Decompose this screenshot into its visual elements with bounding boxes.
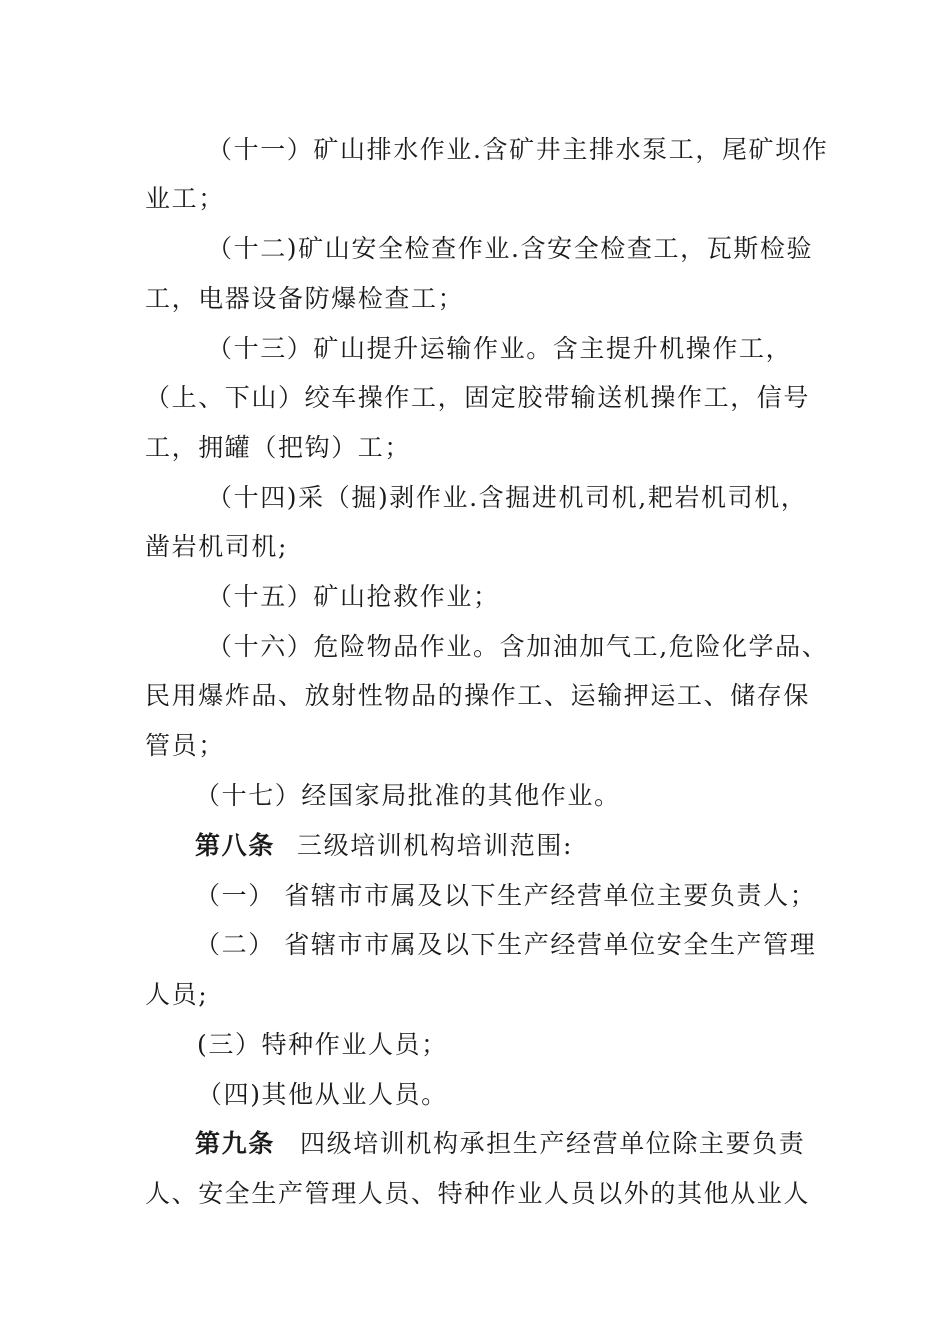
paragraph-line: 业工； — [145, 184, 225, 213]
paragraph-line: 人员; — [145, 980, 209, 1009]
paragraph-line: 工，拥罐（把钩）工； — [145, 433, 412, 462]
paragraph-line: 人、安全生产管理人员、特种作业人员以外的其他从业人 — [145, 1179, 811, 1208]
paragraph-line: （二） 省辖市市属及以下生产经营单位安全生产管理 — [195, 930, 817, 959]
paragraph-line: 四级培训机构承担生产经营单位除主要负责 — [300, 1129, 806, 1158]
paragraph-line: （四)其他从业人员。 — [197, 1080, 448, 1109]
paragraph-line: （十六）危险物品作业。含加油加气工,危险化学品、 — [207, 632, 829, 661]
paragraph-line: （十一）矿山排水作业.含矿井主排水泵工，尾矿坝作 — [207, 135, 829, 164]
paragraph-line: （一） 省辖市市属及以下生产经营单位主要负责人； — [195, 881, 817, 910]
paragraph-line: 管员； — [145, 731, 225, 760]
paragraph-line: 民用爆炸品、放射性物品的操作工、运输押运工、储存保 — [145, 681, 811, 710]
paragraph-line: 凿岩机司机; — [145, 532, 289, 561]
paragraph-line: （十五）矿山抢救作业； — [207, 582, 500, 611]
article-heading: 第九条 — [195, 1129, 275, 1158]
paragraph-line: (三）特种作业人员； — [197, 1030, 448, 1059]
paragraph-line: （十二)矿山安全检查作业.含安全检查工，瓦斯检验 — [207, 234, 814, 263]
paragraph-line: （十四)采（掘)剥作业.含掘进机司机,耙岩机司机， — [207, 483, 808, 512]
paragraph-line: （上、下山）绞车操作工，固定胶带输送机操作工，信号 — [145, 383, 811, 412]
paragraph-line: （十三）矿山提升运输作业。含主提升机操作工， — [207, 334, 793, 363]
paragraph-line: 三级培训机构培训范围: — [297, 831, 574, 860]
paragraph-line: 工，电器设备防爆检查工； — [145, 284, 465, 313]
article-heading: 第八条 — [195, 831, 275, 860]
paragraph-line: （十七）经国家局批准的其他作业。 — [195, 781, 621, 810]
